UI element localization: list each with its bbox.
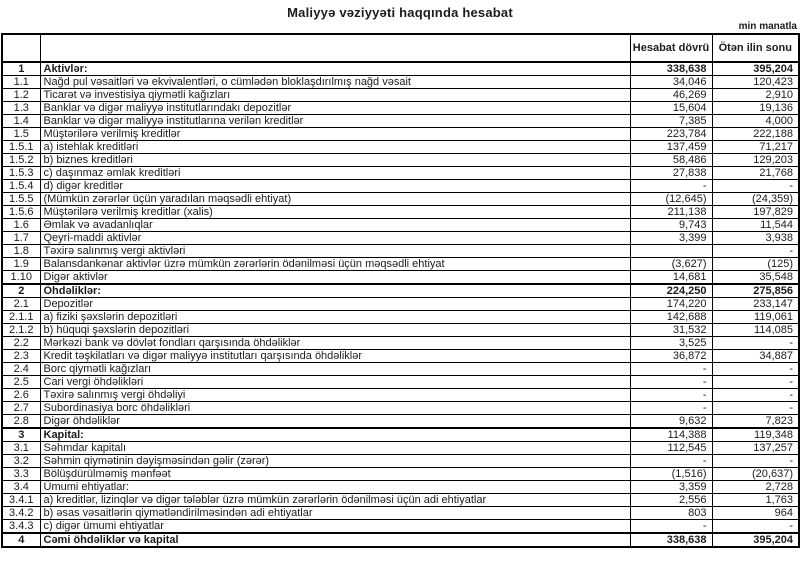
table-row bbox=[2, 337, 799, 350]
previous-period-cell: 114,085 bbox=[712, 324, 799, 337]
previous-period-cell: - bbox=[712, 180, 799, 193]
row-number-cell: 1.5 bbox=[2, 128, 40, 141]
table-row bbox=[2, 402, 799, 415]
row-label-cell: Bölüşdürülməmiş mənfəət bbox=[40, 468, 630, 481]
previous-period-cell: 1,763 bbox=[712, 494, 799, 507]
row-number-cell: 1.5.5 bbox=[2, 193, 40, 206]
current-period-cell: 3,359 bbox=[630, 481, 712, 494]
previous-period-cell: - bbox=[712, 389, 799, 402]
current-period-cell: 36,872 bbox=[630, 350, 712, 363]
previous-period-cell: - bbox=[712, 363, 799, 376]
row-number-cell: 1.4 bbox=[2, 115, 40, 128]
row-label-cell: Kapital: bbox=[40, 428, 630, 442]
current-period-cell: - bbox=[630, 180, 712, 193]
previous-period-cell: 275,856 bbox=[712, 284, 799, 298]
row-label-cell: Qeyri-maddi aktivlər bbox=[40, 232, 630, 245]
section-row bbox=[2, 62, 799, 76]
header-description-cell bbox=[40, 34, 630, 62]
row-label-cell: Mərkəzi bank və dövlət fondları qarşısında öhdəliklər bbox=[40, 337, 630, 350]
previous-period-cell: - bbox=[712, 402, 799, 415]
current-period-cell: 2,556 bbox=[630, 494, 712, 507]
table-row bbox=[2, 311, 799, 324]
header-previous-period: Ötən ilin sonu bbox=[712, 34, 799, 62]
previous-period-cell: - bbox=[712, 455, 799, 468]
previous-period-cell: 233,147 bbox=[712, 298, 799, 311]
row-number-cell: 3.3 bbox=[2, 468, 40, 481]
table-row bbox=[2, 89, 799, 102]
table-row bbox=[2, 76, 799, 89]
row-label-cell: Cəmi öhdəliklər və kapital bbox=[40, 533, 630, 547]
row-label-cell: (Mümkün zərərlər üçün yaradılan məqsədli ehtiyat) bbox=[40, 193, 630, 206]
table-row bbox=[2, 102, 799, 115]
row-number-cell: 2.8 bbox=[2, 415, 40, 429]
table-row bbox=[2, 442, 799, 455]
row-number-cell: 2.5 bbox=[2, 376, 40, 389]
previous-period-cell: 11,544 bbox=[712, 219, 799, 232]
table-row bbox=[2, 258, 799, 271]
previous-period-cell: (125) bbox=[712, 258, 799, 271]
previous-period-cell: 964 bbox=[712, 507, 799, 520]
previous-period-cell: 129,203 bbox=[712, 154, 799, 167]
current-period-cell: 112,545 bbox=[630, 442, 712, 455]
header-current-period: Hesabat dövrü bbox=[630, 34, 712, 62]
current-period-cell: (3,627) bbox=[630, 258, 712, 271]
previous-period-cell: 35,548 bbox=[712, 271, 799, 285]
table-body bbox=[2, 62, 799, 547]
previous-period-cell: 34,887 bbox=[712, 350, 799, 363]
previous-period-cell: 222,188 bbox=[712, 128, 799, 141]
current-period-cell: 142,688 bbox=[630, 311, 712, 324]
table-row bbox=[2, 245, 799, 258]
previous-period-cell: 19,136 bbox=[712, 102, 799, 115]
current-period-cell: 7,385 bbox=[630, 115, 712, 128]
row-label-cell: Əmlak və avadanlıqlar bbox=[40, 219, 630, 232]
row-label-cell: c) digər ümumi ehtiyatlar bbox=[40, 520, 630, 534]
table-row bbox=[2, 350, 799, 363]
current-period-cell: 46,269 bbox=[630, 89, 712, 102]
previous-period-cell: 120,423 bbox=[712, 76, 799, 89]
row-label-cell: Səhmdar kapitalı bbox=[40, 442, 630, 455]
previous-period-cell: 7,823 bbox=[712, 415, 799, 429]
current-period-cell: (12,645) bbox=[630, 193, 712, 206]
row-label-cell: Öhdəliklər: bbox=[40, 284, 630, 298]
row-number-cell: 3.4.1 bbox=[2, 494, 40, 507]
table-row bbox=[2, 455, 799, 468]
unit-note: min manatla bbox=[738, 21, 797, 32]
row-number-cell: 2.1.1 bbox=[2, 311, 40, 324]
table-row bbox=[2, 271, 799, 285]
financial-statement-table bbox=[1, 33, 800, 548]
table-row bbox=[2, 507, 799, 520]
previous-period-cell: 3,938 bbox=[712, 232, 799, 245]
current-period-cell: 34,046 bbox=[630, 76, 712, 89]
row-label-cell: Ümumi ehtiyatlar: bbox=[40, 481, 630, 494]
table-row bbox=[2, 298, 799, 311]
row-number-cell: 1.5.1 bbox=[2, 141, 40, 154]
row-label-cell: Müştərilərə verilmiş kreditlər (xalis) bbox=[40, 206, 630, 219]
previous-period-cell: - bbox=[712, 337, 799, 350]
row-label-cell: Banklar və digər maliyyə institutlarına verilən kreditlər bbox=[40, 115, 630, 128]
section-row bbox=[2, 428, 799, 442]
row-number-cell: 2.7 bbox=[2, 402, 40, 415]
row-number-cell: 2.2 bbox=[2, 337, 40, 350]
table-row bbox=[2, 494, 799, 507]
row-number-cell: 2.4 bbox=[2, 363, 40, 376]
current-period-cell: 338,638 bbox=[630, 533, 712, 547]
row-number-cell: 1.10 bbox=[2, 271, 40, 285]
current-period-cell: 3,525 bbox=[630, 337, 712, 350]
table-row bbox=[2, 468, 799, 481]
section-row bbox=[2, 284, 799, 298]
current-period-cell: 27,838 bbox=[630, 167, 712, 180]
previous-period-cell: 137,257 bbox=[712, 442, 799, 455]
previous-period-cell: - bbox=[712, 376, 799, 389]
row-label-cell: d) digər kreditlər bbox=[40, 180, 630, 193]
current-period-cell: - bbox=[630, 363, 712, 376]
row-number-cell: 3.2 bbox=[2, 455, 40, 468]
row-number-cell: 1.1 bbox=[2, 76, 40, 89]
previous-period-cell: 21,768 bbox=[712, 167, 799, 180]
current-period-cell: 803 bbox=[630, 507, 712, 520]
row-label-cell: Depozitlər bbox=[40, 298, 630, 311]
row-label-cell: Banklar və digər maliyyə institutlarındakı depozitlər bbox=[40, 102, 630, 115]
table-row bbox=[2, 520, 799, 534]
row-label-cell: Subordinasiya borc öhdəlikləri bbox=[40, 402, 630, 415]
table-row bbox=[2, 415, 799, 429]
current-period-cell: - bbox=[630, 455, 712, 468]
previous-period-cell: 71,217 bbox=[712, 141, 799, 154]
previous-period-cell: (20,637) bbox=[712, 468, 799, 481]
row-label-cell: Cari vergi öhdəlikləri bbox=[40, 376, 630, 389]
row-label-cell: a) istehlak kreditləri bbox=[40, 141, 630, 154]
current-period-cell: 3,399 bbox=[630, 232, 712, 245]
table-row bbox=[2, 324, 799, 337]
current-period-cell: 14,681 bbox=[630, 271, 712, 285]
row-label-cell: Təxirə salınmış vergi aktivləri bbox=[40, 245, 630, 258]
row-number-cell: 1.5.2 bbox=[2, 154, 40, 167]
previous-period-cell: 2,728 bbox=[712, 481, 799, 494]
table-row bbox=[2, 154, 799, 167]
row-number-cell: 3.4.3 bbox=[2, 520, 40, 534]
row-label-cell: Təxirə salınmış vergi öhdəliyi bbox=[40, 389, 630, 402]
row-number-cell: 2.1 bbox=[2, 298, 40, 311]
current-period-cell: 211,138 bbox=[630, 206, 712, 219]
table-row bbox=[2, 193, 799, 206]
current-period-cell: - bbox=[630, 376, 712, 389]
table-row bbox=[2, 481, 799, 494]
current-period-cell: 137,459 bbox=[630, 141, 712, 154]
row-label-cell: Balansdankənar aktivlər üzrə mümkün zərərlərin ödənilməsi üçün məqsədli ehtiyat bbox=[40, 258, 630, 271]
current-period-cell: 58,486 bbox=[630, 154, 712, 167]
previous-period-cell: - bbox=[712, 245, 799, 258]
previous-period-cell: 395,204 bbox=[712, 62, 799, 76]
row-number-cell: 1.6 bbox=[2, 219, 40, 232]
previous-period-cell: 4,000 bbox=[712, 115, 799, 128]
previous-period-cell: - bbox=[712, 520, 799, 534]
row-number-cell: 1.5.4 bbox=[2, 180, 40, 193]
header-row bbox=[2, 34, 799, 62]
previous-period-cell: 119,061 bbox=[712, 311, 799, 324]
section-row bbox=[2, 533, 799, 547]
row-label-cell: Digər aktivlər bbox=[40, 271, 630, 285]
table-row bbox=[2, 167, 799, 180]
row-label-cell: a) fiziki şəxslərin depozitləri bbox=[40, 311, 630, 324]
current-period-cell: 15,604 bbox=[630, 102, 712, 115]
row-label-cell: Aktivlər: bbox=[40, 62, 630, 76]
table-row bbox=[2, 376, 799, 389]
previous-period-cell: 119,348 bbox=[712, 428, 799, 442]
row-number-cell: 1.2 bbox=[2, 89, 40, 102]
row-number-cell: 1.5.3 bbox=[2, 167, 40, 180]
table-row bbox=[2, 206, 799, 219]
row-label-cell: Nağd pul vəsaitləri və ekvivalentləri, o cümlədən bloklaşdırılmış nağd vəsait bbox=[40, 76, 630, 89]
row-number-cell: 3.4.2 bbox=[2, 507, 40, 520]
table-row bbox=[2, 115, 799, 128]
row-label-cell: Borc qiymətli kağızları bbox=[40, 363, 630, 376]
table-row bbox=[2, 389, 799, 402]
row-number-cell: 2.6 bbox=[2, 389, 40, 402]
current-period-cell: - bbox=[630, 389, 712, 402]
table-row bbox=[2, 363, 799, 376]
row-label-cell: Ticarət və investisiya qiymətli kağızları bbox=[40, 89, 630, 102]
row-label-cell: a) kreditlər, lizinqlər və digər tələblər üzrə mümkün zərərlərin ödənilməsi üçün adi ehtiyatlar bbox=[40, 494, 630, 507]
row-number-cell: 3 bbox=[2, 428, 40, 442]
page-title: Maliyyə vəziyyəti haqqında hesabat bbox=[287, 5, 513, 20]
row-label-cell: b) hüquqi şəxslərin depozitləri bbox=[40, 324, 630, 337]
row-label-cell: Kredit təşkilatları və digər maliyyə institutları qarşısında öhdəliklər bbox=[40, 350, 630, 363]
table-row bbox=[2, 141, 799, 154]
current-period-cell: 223,784 bbox=[630, 128, 712, 141]
previous-period-cell: (24,359) bbox=[712, 193, 799, 206]
row-label-cell: c) daşınmaz əmlak kreditləri bbox=[40, 167, 630, 180]
current-period-cell bbox=[630, 245, 712, 258]
row-number-cell: 2.1.2 bbox=[2, 324, 40, 337]
current-period-cell: (1,516) bbox=[630, 468, 712, 481]
table-row bbox=[2, 128, 799, 141]
header-number-cell bbox=[2, 34, 40, 62]
current-period-cell: - bbox=[630, 520, 712, 534]
current-period-cell: 174,220 bbox=[630, 298, 712, 311]
current-period-cell: 9,632 bbox=[630, 415, 712, 429]
row-number-cell: 1.8 bbox=[2, 245, 40, 258]
row-number-cell: 1.5.6 bbox=[2, 206, 40, 219]
row-number-cell: 4 bbox=[2, 533, 40, 547]
row-number-cell: 2.3 bbox=[2, 350, 40, 363]
table-row bbox=[2, 219, 799, 232]
row-number-cell: 1.9 bbox=[2, 258, 40, 271]
current-period-cell: 9,743 bbox=[630, 219, 712, 232]
previous-period-cell: 2,910 bbox=[712, 89, 799, 102]
row-label-cell: Digər öhdəliklər bbox=[40, 415, 630, 429]
current-period-cell: 224,250 bbox=[630, 284, 712, 298]
current-period-cell: 338,638 bbox=[630, 62, 712, 76]
row-number-cell: 3.4 bbox=[2, 481, 40, 494]
previous-period-cell: 197,829 bbox=[712, 206, 799, 219]
row-label-cell: Müştərilərə verilmiş kreditlər bbox=[40, 128, 630, 141]
previous-period-cell: 395,204 bbox=[712, 533, 799, 547]
current-period-cell: 114,388 bbox=[630, 428, 712, 442]
row-number-cell: 3.1 bbox=[2, 442, 40, 455]
table-row bbox=[2, 232, 799, 245]
row-label-cell: b) biznes kreditləri bbox=[40, 154, 630, 167]
row-label-cell: b) əsas vəsaitlərin qiymətləndirilməsindən adi ehtiyatlar bbox=[40, 507, 630, 520]
current-period-cell: - bbox=[630, 402, 712, 415]
table-row bbox=[2, 180, 799, 193]
row-number-cell: 2 bbox=[2, 284, 40, 298]
row-label-cell: Səhmin qiymətinin dəyişməsindən gəlir (zərər) bbox=[40, 455, 630, 468]
current-period-cell: 31,532 bbox=[630, 324, 712, 337]
row-number-cell: 1.7 bbox=[2, 232, 40, 245]
row-number-cell: 1.3 bbox=[2, 102, 40, 115]
row-number-cell: 1 bbox=[2, 62, 40, 76]
